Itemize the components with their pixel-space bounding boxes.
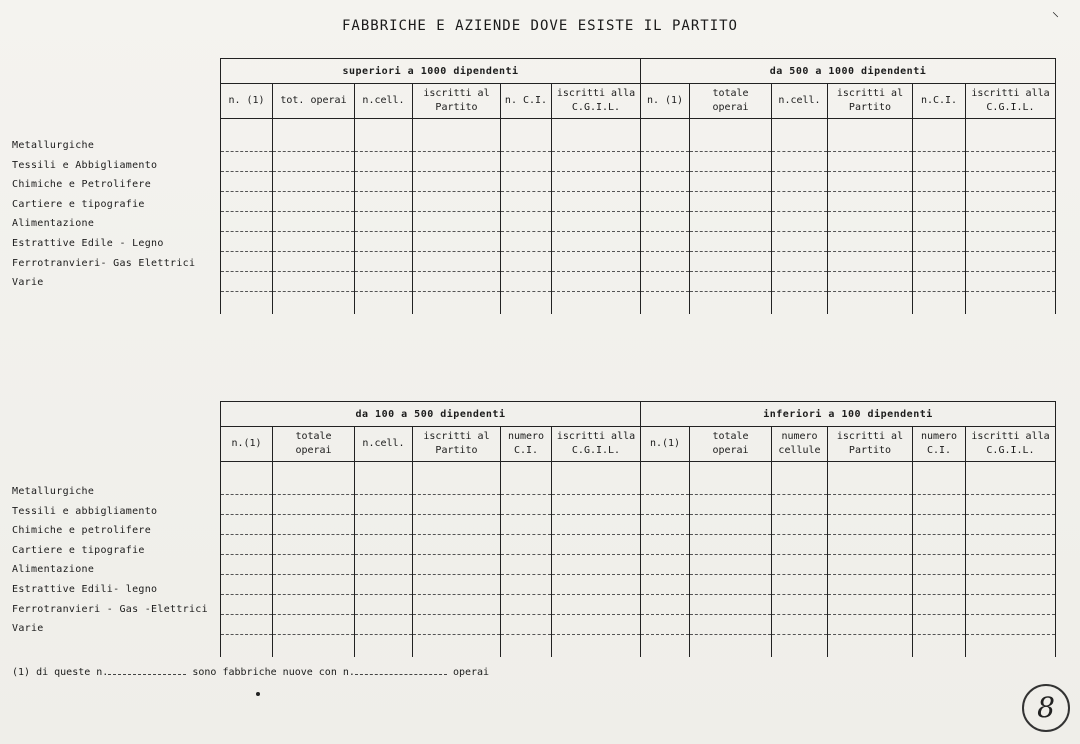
entry-cell[interactable]: [772, 615, 828, 635]
entry-cell[interactable]: [501, 252, 552, 272]
column-header: n. C.I.: [501, 84, 552, 119]
entry-cell[interactable]: [355, 232, 413, 252]
entry-cell[interactable]: [221, 595, 273, 615]
entry-cell[interactable]: [273, 462, 355, 495]
entry-cell[interactable]: [690, 292, 772, 315]
entry-cell[interactable]: [355, 615, 413, 635]
entry-cell[interactable]: [828, 232, 913, 252]
column-header: iscritti al Partito: [413, 427, 501, 462]
entry-cell[interactable]: [221, 252, 273, 272]
entry-cell[interactable]: [501, 152, 552, 172]
entry-cell[interactable]: [966, 462, 1056, 495]
entry-cell[interactable]: [966, 515, 1056, 535]
entry-cell[interactable]: [828, 119, 913, 152]
entry-cell[interactable]: [221, 495, 273, 515]
entry-cell[interactable]: [641, 119, 690, 152]
table-row: [221, 495, 1056, 515]
entry-cell[interactable]: [641, 555, 690, 575]
entry-cell[interactable]: [273, 615, 355, 635]
entry-cell[interactable]: [828, 462, 913, 495]
entry-cell[interactable]: [966, 575, 1056, 595]
entry-cell[interactable]: [221, 635, 273, 658]
entry-cell[interactable]: [413, 615, 501, 635]
entry-cell[interactable]: [552, 495, 641, 515]
table-row: [221, 535, 1056, 555]
column-header: totale operai: [690, 84, 772, 119]
entry-cell[interactable]: [355, 292, 413, 315]
ink-dot: [256, 692, 260, 696]
entry-cell[interactable]: [273, 515, 355, 535]
entry-cell[interactable]: [552, 232, 641, 252]
row-label: Estrattive Edili- legno: [12, 583, 158, 595]
entry-cell[interactable]: [413, 192, 501, 212]
table-small-factories: [220, 401, 1056, 657]
entry-cell[interactable]: [273, 635, 355, 658]
entry-cell[interactable]: [913, 212, 966, 232]
entry-cell[interactable]: [828, 595, 913, 615]
entry-cell[interactable]: [913, 292, 966, 315]
entry-cell[interactable]: [641, 595, 690, 615]
entry-cell[interactable]: [772, 495, 828, 515]
entry-cell[interactable]: [273, 172, 355, 192]
entry-cell[interactable]: [966, 192, 1056, 212]
entry-cell[interactable]: [552, 272, 641, 292]
entry-cell[interactable]: [413, 272, 501, 292]
column-header: numero C.I.: [501, 427, 552, 462]
column-header: iscritti alla C.G.I.L.: [966, 84, 1056, 119]
entry-cell[interactable]: [913, 172, 966, 192]
entry-cell[interactable]: [690, 535, 772, 555]
entry-cell[interactable]: [221, 152, 273, 172]
entry-cell[interactable]: [772, 575, 828, 595]
entry-cell[interactable]: [690, 575, 772, 595]
entry-cell[interactable]: [501, 635, 552, 658]
entry-cell[interactable]: [772, 462, 828, 495]
table-row: [221, 272, 1056, 292]
entry-cell[interactable]: [772, 595, 828, 615]
entry-cell[interactable]: [552, 252, 641, 272]
entry-cell[interactable]: [641, 212, 690, 232]
entry-cell[interactable]: [552, 119, 641, 152]
table-row: [221, 292, 1056, 315]
column-header: iscritti al Partito: [413, 84, 501, 119]
entry-cell[interactable]: [221, 575, 273, 595]
column-header: n.(1): [641, 427, 690, 462]
entry-cell[interactable]: [221, 172, 273, 192]
entry-cell[interactable]: [966, 152, 1056, 172]
column-header: n. (1): [221, 84, 273, 119]
table-row: [221, 152, 1056, 172]
row-label: Tessili e abbigliamento: [12, 505, 158, 517]
table-row: [221, 232, 1056, 252]
row-label: Chimiche e Petrolifere: [12, 179, 152, 191]
entry-cell[interactable]: [413, 252, 501, 272]
entry-cell[interactable]: [552, 292, 641, 315]
entry-cell[interactable]: [690, 119, 772, 152]
column-header-row: [221, 84, 1056, 119]
column-header: numero cellule: [772, 427, 828, 462]
entry-cell[interactable]: [501, 595, 552, 615]
entry-cell[interactable]: [273, 252, 355, 272]
entry-cell[interactable]: [273, 212, 355, 232]
entry-cell[interactable]: [501, 495, 552, 515]
blank-field: [108, 664, 186, 675]
entry-cell[interactable]: [413, 119, 501, 152]
entry-cell[interactable]: [641, 495, 690, 515]
entry-cell[interactable]: [552, 555, 641, 575]
entry-cell[interactable]: [641, 292, 690, 315]
entry-cell[interactable]: [772, 272, 828, 292]
table-row: [221, 575, 1056, 595]
entry-cell[interactable]: [221, 555, 273, 575]
entry-cell[interactable]: [413, 595, 501, 615]
entry-cell[interactable]: [221, 462, 273, 495]
entry-cell[interactable]: [273, 119, 355, 152]
entry-cell[interactable]: [501, 272, 552, 292]
entry-cell[interactable]: [913, 119, 966, 152]
entry-cell[interactable]: [221, 272, 273, 292]
row-label: Cartiere e tipografie: [12, 544, 145, 556]
entry-cell[interactable]: [913, 495, 966, 515]
entry-cell[interactable]: [413, 515, 501, 535]
entry-cell[interactable]: [828, 212, 913, 232]
group-header: superiori a 1000 dipendenti: [221, 59, 641, 84]
entry-cell[interactable]: [690, 555, 772, 575]
entry-cell[interactable]: [552, 152, 641, 172]
entry-cell[interactable]: [772, 172, 828, 192]
entry-cell[interactable]: [413, 495, 501, 515]
entry-cell[interactable]: [355, 595, 413, 615]
entry-cell[interactable]: [913, 232, 966, 252]
entry-cell[interactable]: [221, 232, 273, 252]
row-labels-top: [12, 136, 195, 293]
entry-cell[interactable]: [413, 462, 501, 495]
entry-cell[interactable]: [273, 232, 355, 252]
table-row: [221, 212, 1056, 232]
entry-cell[interactable]: [966, 212, 1056, 232]
entry-cell[interactable]: [355, 212, 413, 232]
entry-cell[interactable]: [690, 192, 772, 212]
entry-cell[interactable]: [913, 595, 966, 615]
entry-cell[interactable]: [552, 515, 641, 535]
entry-cell[interactable]: [221, 212, 273, 232]
entry-cell[interactable]: [966, 119, 1056, 152]
entry-cell[interactable]: [501, 515, 552, 535]
entry-cell[interactable]: [772, 252, 828, 272]
entry-cell[interactable]: [966, 232, 1056, 252]
column-header: n.cell.: [355, 427, 413, 462]
entry-cell[interactable]: [355, 575, 413, 595]
entry-cell[interactable]: [828, 172, 913, 192]
group-header: da 500 a 1000 dipendenti: [641, 59, 1056, 84]
entry-cell[interactable]: [552, 635, 641, 658]
entry-cell[interactable]: [501, 212, 552, 232]
table-row: [221, 462, 1056, 495]
entry-cell[interactable]: [413, 635, 501, 658]
footnote-part: operai: [452, 667, 490, 678]
entry-cell[interactable]: [273, 555, 355, 575]
column-header: n.C.I.: [913, 84, 966, 119]
table-large-factories: [220, 58, 1056, 314]
entry-cell[interactable]: [221, 119, 273, 152]
entry-cell[interactable]: [552, 595, 641, 615]
entry-cell[interactable]: [501, 232, 552, 252]
entry-cell[interactable]: [772, 535, 828, 555]
entry-cell[interactable]: [355, 555, 413, 575]
column-header: iscritti alla C.G.I.L.: [552, 84, 641, 119]
table-row: [221, 252, 1056, 272]
entry-cell[interactable]: [913, 615, 966, 635]
entry-cell[interactable]: [355, 462, 413, 495]
entry-cell[interactable]: [772, 119, 828, 152]
entry-cell[interactable]: [273, 192, 355, 212]
entry-cell[interactable]: [690, 152, 772, 172]
entry-cell[interactable]: [501, 292, 552, 315]
column-header: totale operai: [273, 427, 355, 462]
entry-cell[interactable]: [641, 635, 690, 658]
entry-cell[interactable]: [828, 495, 913, 515]
entry-cell[interactable]: [913, 555, 966, 575]
entry-cell[interactable]: [690, 272, 772, 292]
row-label: Varie: [12, 623, 44, 635]
page-number: 8: [1022, 684, 1070, 732]
entry-cell[interactable]: [355, 252, 413, 272]
entry-cell[interactable]: [828, 515, 913, 535]
table-row: [221, 555, 1056, 575]
entry-cell[interactable]: [966, 615, 1056, 635]
entry-cell[interactable]: [772, 192, 828, 212]
entry-cell[interactable]: [772, 232, 828, 252]
row-label: Ferrotranvieri- Gas Elettrici: [12, 257, 196, 269]
row-label: Ferrotranvieri - Gas -Elettrici: [12, 603, 208, 615]
entry-cell[interactable]: [501, 615, 552, 635]
column-header: iscritti alla C.G.I.L.: [552, 427, 641, 462]
entry-cell[interactable]: [273, 292, 355, 315]
entry-cell[interactable]: [355, 152, 413, 172]
entry-cell[interactable]: [552, 615, 641, 635]
entry-cell[interactable]: [772, 152, 828, 172]
entry-cell[interactable]: [641, 252, 690, 272]
entry-cell[interactable]: [690, 232, 772, 252]
entry-cell[interactable]: [413, 232, 501, 252]
entry-cell[interactable]: [501, 462, 552, 495]
entry-cell[interactable]: [641, 272, 690, 292]
column-header: n.(1): [221, 427, 273, 462]
row-label: Estrattive Edile - Legno: [12, 237, 164, 249]
entry-cell[interactable]: [966, 535, 1056, 555]
entry-cell[interactable]: [273, 152, 355, 172]
entry-cell[interactable]: [690, 252, 772, 272]
entry-cell[interactable]: [913, 152, 966, 172]
entry-cell[interactable]: [273, 575, 355, 595]
entry-cell[interactable]: [828, 615, 913, 635]
entry-cell[interactable]: [641, 615, 690, 635]
row-label: Alimentazione: [12, 218, 95, 230]
entry-cell[interactable]: [966, 555, 1056, 575]
entry-cell[interactable]: [355, 535, 413, 555]
entry-cell[interactable]: [413, 172, 501, 192]
entry-cell[interactable]: [413, 292, 501, 315]
column-header: iscritti al Partito: [828, 427, 913, 462]
entry-cell[interactable]: [641, 535, 690, 555]
corner-mark: ⸌: [1052, 10, 1059, 26]
table-row: [221, 172, 1056, 192]
column-header: tot. operai: [273, 84, 355, 119]
entry-cell[interactable]: [641, 515, 690, 535]
footnote-part: (1) di queste n.: [12, 667, 109, 678]
entry-cell[interactable]: [772, 635, 828, 658]
entry-cell[interactable]: [641, 172, 690, 192]
group-header: da 100 a 500 dipendenti: [221, 402, 641, 427]
blank-field: [355, 664, 447, 675]
entry-cell[interactable]: [966, 272, 1056, 292]
entry-cell[interactable]: [913, 192, 966, 212]
column-header: n. (1): [641, 84, 690, 119]
entry-cell[interactable]: [966, 635, 1056, 658]
entry-cell[interactable]: [772, 555, 828, 575]
column-header: totale operai: [690, 427, 772, 462]
entry-cell[interactable]: [552, 535, 641, 555]
entry-cell[interactable]: [966, 595, 1056, 615]
entry-cell[interactable]: [828, 272, 913, 292]
entry-cell[interactable]: [913, 535, 966, 555]
entry-cell[interactable]: [913, 515, 966, 535]
entry-cell[interactable]: [966, 495, 1056, 515]
entry-cell[interactable]: [501, 172, 552, 192]
entry-cell[interactable]: [966, 292, 1056, 315]
entry-cell[interactable]: [355, 495, 413, 515]
entry-cell[interactable]: [501, 575, 552, 595]
entry-cell[interactable]: [690, 495, 772, 515]
entry-cell[interactable]: [641, 232, 690, 252]
row-label: Chimiche e petrolifere: [12, 525, 152, 537]
entry-cell[interactable]: [552, 192, 641, 212]
table-row: [221, 615, 1056, 635]
column-header: iscritti al Partito: [828, 84, 913, 119]
entry-cell[interactable]: [690, 212, 772, 232]
entry-cell[interactable]: [501, 192, 552, 212]
table-row: [221, 635, 1056, 658]
row-label: Cartiere e tipografie: [12, 198, 145, 210]
table-row: [221, 515, 1056, 535]
entry-cell[interactable]: [913, 462, 966, 495]
row-label: Alimentazione: [12, 564, 95, 576]
group-header: inferiori a 100 dipendenti: [641, 402, 1056, 427]
entry-cell[interactable]: [273, 495, 355, 515]
entry-cell[interactable]: [690, 595, 772, 615]
entry-cell[interactable]: [501, 555, 552, 575]
entry-cell[interactable]: [772, 212, 828, 232]
entry-cell[interactable]: [273, 595, 355, 615]
row-label: Tessili e Abbigliamento: [12, 159, 158, 171]
entry-cell[interactable]: [641, 152, 690, 172]
entry-cell[interactable]: [413, 575, 501, 595]
entry-cell[interactable]: [501, 535, 552, 555]
entry-cell[interactable]: [913, 575, 966, 595]
page-title: FABBRICHE E AZIENDE DOVE ESISTE IL PARTITO: [341, 18, 738, 34]
entry-cell[interactable]: [273, 272, 355, 292]
entry-cell[interactable]: [355, 515, 413, 535]
entry-cell[interactable]: [641, 575, 690, 595]
column-header-row: [221, 427, 1056, 462]
table-row: [221, 595, 1056, 615]
row-label: Metallurgiche: [12, 486, 95, 497]
entry-cell[interactable]: [355, 192, 413, 212]
entry-cell[interactable]: [355, 272, 413, 292]
entry-cell[interactable]: [355, 172, 413, 192]
footnote-part: sono fabbriche nuove con n.: [192, 667, 355, 678]
entry-cell[interactable]: [828, 152, 913, 172]
entry-cell[interactable]: [221, 292, 273, 315]
entry-cell[interactable]: [828, 635, 913, 658]
entry-cell[interactable]: [690, 635, 772, 658]
entry-cell[interactable]: [413, 152, 501, 172]
entry-cell[interactable]: [690, 515, 772, 535]
entry-cell[interactable]: [772, 515, 828, 535]
column-header: n.cell.: [772, 84, 828, 119]
entry-cell[interactable]: [355, 119, 413, 152]
entry-cell[interactable]: [552, 462, 641, 495]
entry-cell[interactable]: [221, 615, 273, 635]
entry-cell[interactable]: [772, 292, 828, 315]
entry-cell[interactable]: [413, 535, 501, 555]
entry-cell[interactable]: [828, 292, 913, 315]
table-row: [221, 192, 1056, 212]
entry-cell[interactable]: [966, 172, 1056, 192]
row-label: Varie: [12, 277, 44, 289]
entry-cell[interactable]: [552, 212, 641, 232]
entry-cell[interactable]: [221, 192, 273, 212]
entry-cell[interactable]: [828, 555, 913, 575]
entry-cell[interactable]: [552, 575, 641, 595]
entry-cell[interactable]: [913, 272, 966, 292]
entry-cell[interactable]: [221, 535, 273, 555]
entry-cell[interactable]: [641, 192, 690, 212]
entry-cell[interactable]: [413, 555, 501, 575]
entry-cell[interactable]: [913, 635, 966, 658]
entry-cell[interactable]: [828, 192, 913, 212]
row-labels-bottom: [12, 482, 208, 639]
column-header: iscritti alla C.G.I.L.: [966, 427, 1056, 462]
entry-cell[interactable]: [501, 119, 552, 152]
entry-cell[interactable]: [641, 462, 690, 495]
entry-cell[interactable]: [221, 515, 273, 535]
entry-cell[interactable]: [828, 575, 913, 595]
entry-cell[interactable]: [273, 535, 355, 555]
entry-cell[interactable]: [690, 172, 772, 192]
entry-cell[interactable]: [690, 615, 772, 635]
entry-cell[interactable]: [413, 212, 501, 232]
entry-cell[interactable]: [913, 252, 966, 272]
entry-cell[interactable]: [690, 462, 772, 495]
row-label: Metallurgiche: [12, 140, 95, 151]
entry-cell[interactable]: [355, 635, 413, 658]
column-header: n.cell.: [355, 84, 413, 119]
entry-cell[interactable]: [828, 252, 913, 272]
column-header: numero C.I.: [913, 427, 966, 462]
entry-cell[interactable]: [552, 172, 641, 192]
table-row: [221, 119, 1056, 152]
entry-cell[interactable]: [828, 535, 913, 555]
footnote: [12, 664, 489, 678]
entry-cell[interactable]: [966, 252, 1056, 272]
